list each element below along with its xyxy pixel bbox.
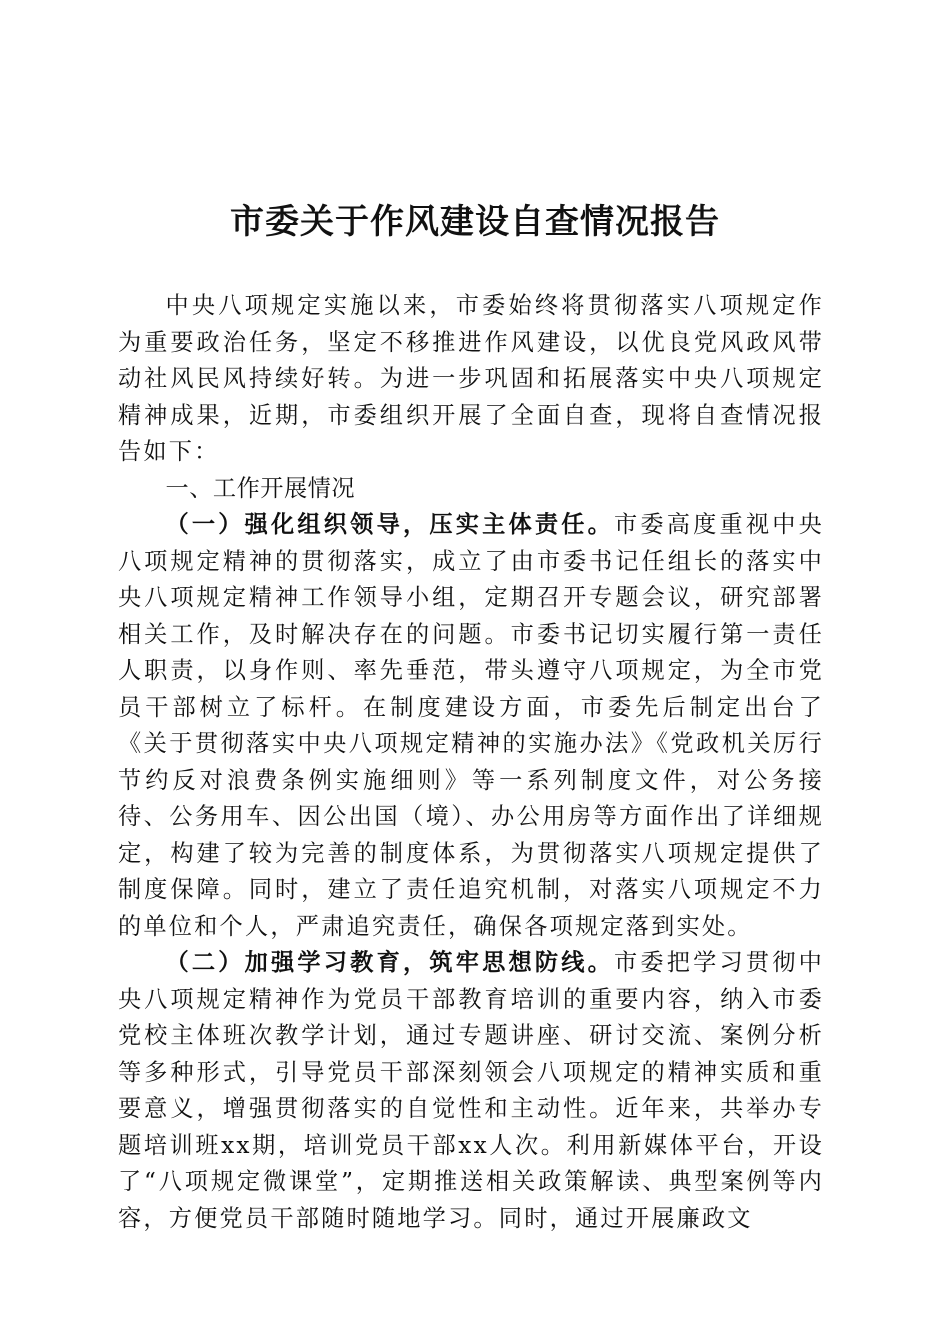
intro-paragraph: 中央八项规定实施以来，市委始终将贯彻落实八项规定作为重要政治任务，坚定不移推进作风建设，以优良党风政风带动社风民风持续好转。为进一步巩固和拓展落实中央八项规定精神成果，近期，市委组织开展了全面自查，现将自查情况报告如下： xyxy=(118,292,824,465)
subsection-1-paragraph xyxy=(118,507,824,945)
subsection-2-paragraph xyxy=(118,945,824,1237)
document-body xyxy=(118,288,824,1237)
subsection-2-lead: （二）加强学习教育，筑牢思想防线。 xyxy=(165,949,614,976)
document-title: 市委关于作风建设自查情况报告 xyxy=(230,202,720,242)
subsection-1-text: 市委高度重视中央八项规定精神的贯彻落实，成立了由市委书记任组长的落实中央八项规定精神工作领导小组，定期召开专题会议，研究部署相关工作，及时解决存在的问题。市委书记切实履行第一责任人职责，以身作则、率先垂范，带头遵守八项规定，为全市党员干部树立了标杆。在制度建设方面，市委先后制定出台了《关于贯彻落实中央八项规定精神的实施办法》《党政机关厉行节约反对浪费条例实施细则》等一系列制度文件，对公务接待、公务用车、因公出国（境）、办公用房等方面作出了详细规定，构建了较为完善的制度体系，为贯彻落实八项规定提供了制度保障。同时，建立了责任追究机制，对落实八项规定不力的单位和个人，严肃追究责任，确保各项规定落到实处。 xyxy=(118,511,824,940)
section-heading: 一、工作开展情况 xyxy=(165,474,356,502)
subsection-2-text: 市委把学习贯彻中央八项规定精神作为党员干部教育培训的重要内容，纳入市委党校主体班次教学计划，通过专题讲座、研讨交流、案例分析等多种形式，引导党员干部深刻领会八项规定的精神实质和重要意义，增强贯彻落实的自觉性和主动性。近年来，共举办专题培训班xx期，培训党员干部xx人次。利用新媒体平台，开设了“八项规定微课堂”，定期推送相关政策解读、典型案例等内容，方便党员干部随时随地学习。同时，通过开展廉政文 xyxy=(118,949,824,1232)
subsection-1-lead: （一）强化组织领导，压实主体责任。 xyxy=(165,511,614,538)
